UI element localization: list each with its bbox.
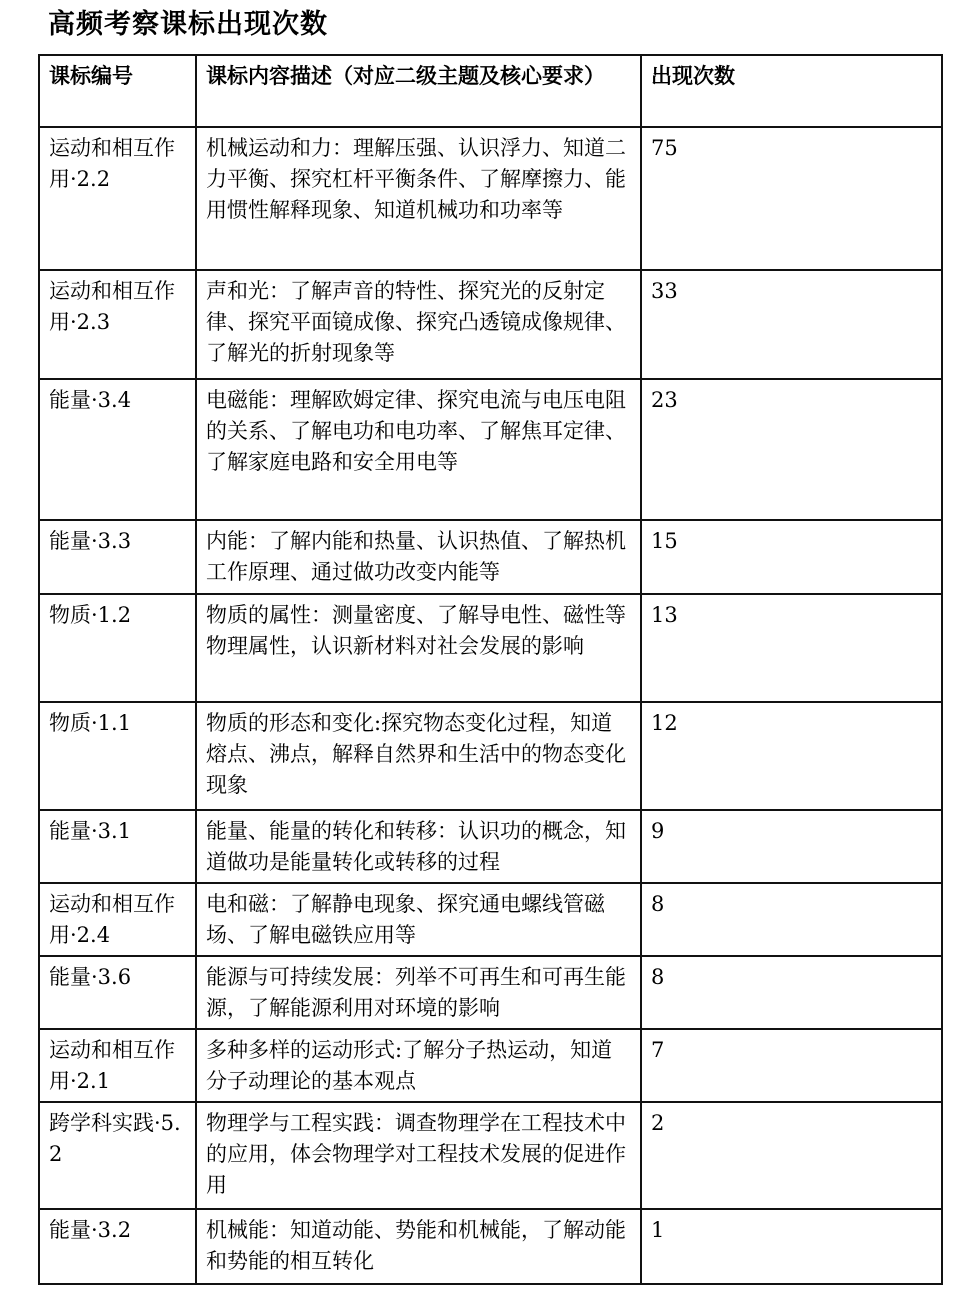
description-cell: 能源与可持续发展：列举不可再生和可再生能源，了解能源利用对环境的影响 bbox=[196, 956, 641, 1029]
table-row bbox=[39, 883, 942, 956]
count-cell: 33 bbox=[641, 270, 942, 379]
code-cell: 物质·1.1 bbox=[39, 702, 196, 810]
code-cell: 运动和相互作用·2.4 bbox=[39, 883, 196, 956]
count-cell: 12 bbox=[641, 702, 942, 810]
code-cell: 物质·1.2 bbox=[39, 594, 196, 702]
table-row bbox=[39, 127, 942, 270]
table-row bbox=[39, 702, 942, 810]
curriculum-frequency-table bbox=[38, 54, 943, 1285]
count-cell: 8 bbox=[641, 883, 942, 956]
table-header-row bbox=[39, 55, 942, 127]
table-row bbox=[39, 379, 942, 520]
code-cell: 运动和相互作用·2.1 bbox=[39, 1029, 196, 1102]
count-cell: 23 bbox=[641, 379, 942, 520]
count-cell: 2 bbox=[641, 1102, 942, 1209]
table-row bbox=[39, 1102, 942, 1209]
code-cell: 能量·3.6 bbox=[39, 956, 196, 1029]
description-cell: 电磁能：理解欧姆定律、探究电流与电压电阻的关系、了解电功和电功率、了解焦耳定律、了解家庭电路和安全用电等 bbox=[196, 379, 641, 520]
count-cell: 1 bbox=[641, 1209, 942, 1284]
description-cell: 物理学与工程实践：调查物理学在工程技术中的应用，体会物理学对工程技术发展的促进作用 bbox=[196, 1102, 641, 1209]
description-cell: 内能：了解内能和热量、认识热值、了解热机工作原理、通过做功改变内能等 bbox=[196, 520, 641, 594]
description-cell: 能量、能量的转化和转移：认识功的概念，知道做功是能量转化或转移的过程 bbox=[196, 810, 641, 883]
table-row bbox=[39, 956, 942, 1029]
table-row bbox=[39, 1029, 942, 1102]
description-cell: 多种多样的运动形式:了解分子热运动，知道分子动理论的基本观点 bbox=[196, 1029, 641, 1102]
header-code: 课标编号 bbox=[39, 55, 196, 127]
table-row bbox=[39, 1209, 942, 1284]
description-cell: 物质的形态和变化:探究物态变化过程，知道熔点、沸点，解释自然界和生活中的物态变化现象 bbox=[196, 702, 641, 810]
description-cell: 机械能：知道动能、势能和机械能，了解动能和势能的相互转化 bbox=[196, 1209, 641, 1284]
count-cell: 7 bbox=[641, 1029, 942, 1102]
description-cell: 电和磁：了解静电现象、探究通电螺线管磁场、了解电磁铁应用等 bbox=[196, 883, 641, 956]
table-row bbox=[39, 520, 942, 594]
header-count: 出现次数 bbox=[641, 55, 942, 127]
description-cell: 物质的属性：测量密度、了解导电性、磁性等物理属性，认识新材料对社会发展的影响 bbox=[196, 594, 641, 702]
code-cell: 能量·3.1 bbox=[39, 810, 196, 883]
count-cell: 75 bbox=[641, 127, 942, 270]
page-title: 高频考察课标出现次数 bbox=[48, 9, 328, 40]
count-cell: 8 bbox=[641, 956, 942, 1029]
table-row bbox=[39, 270, 942, 379]
table-row bbox=[39, 594, 942, 702]
table-row bbox=[39, 810, 942, 883]
description-cell: 机械运动和力：理解压强、认识浮力、知道二力平衡、探究杠杆平衡条件、了解摩擦力、能用惯性解释现象、知道机械功和功率等 bbox=[196, 127, 641, 270]
code-cell: 能量·3.4 bbox=[39, 379, 196, 520]
code-cell: 运动和相互作用·2.2 bbox=[39, 127, 196, 270]
code-cell: 跨学科实践·5.2 bbox=[39, 1102, 196, 1209]
header-description: 课标内容描述（对应二级主题及核心要求） bbox=[196, 55, 641, 127]
code-cell: 能量·3.2 bbox=[39, 1209, 196, 1284]
code-cell: 运动和相互作用·2.3 bbox=[39, 270, 196, 379]
count-cell: 9 bbox=[641, 810, 942, 883]
description-cell: 声和光：了解声音的特性、探究光的反射定律、探究平面镜成像、探究凸透镜成像规律、了解光的折射现象等 bbox=[196, 270, 641, 379]
count-cell: 15 bbox=[641, 520, 942, 594]
count-cell: 13 bbox=[641, 594, 942, 702]
code-cell: 能量·3.3 bbox=[39, 520, 196, 594]
